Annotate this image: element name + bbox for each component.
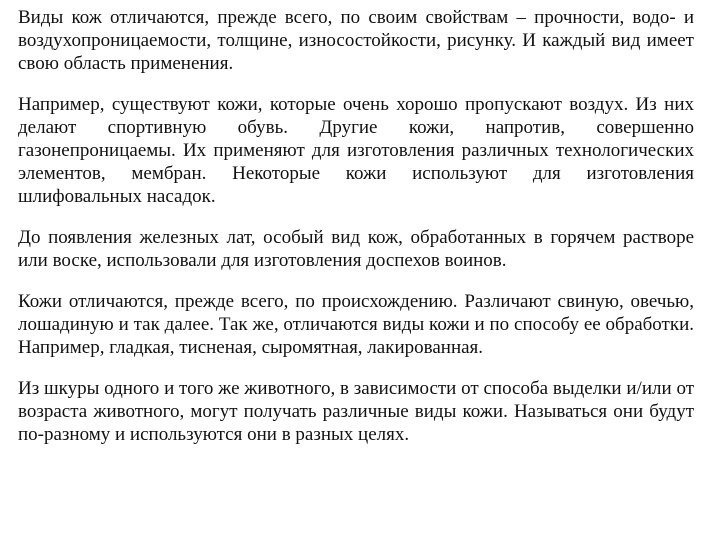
paragraph-same-hide: Из шкуры одного и того же животного, в зависимости от способа выделки и/или от возраста животного, могут получать различные виды кожи. Называться они будут по-разному и используются они в разных целях. bbox=[18, 378, 694, 445]
paragraph-armor: До появления железных лат, особый вид кож, обработанных в горячем растворе или воске, использовали для изготовления доспехов воинов. bbox=[18, 227, 694, 271]
paragraph-origin-processing: Кожи отличаются, прежде всего, по происхождению. Различают свиную, овечью, лошадиную и так далее. Так же, отличаются виды кожи и по способу ее обработки. Например, гладкая, тисненая, сыромятная, лакированная. bbox=[18, 291, 694, 358]
paragraph-leather-properties: Виды кож отличаются, прежде всего, по своим свойствам – прочности, водо- и воздухопроницаемости, толщине, износостойкости, рисунку. И каждый вид имеет свою область применения. bbox=[18, 7, 694, 74]
paragraph-leather-uses: Например, существуют кожи, которые очень хорошо пропускают воздух. Из них делают спортивную обувь. Другие кожи, напротив, совершенно газонепроницаемы. Их применяют для изготовления различных технологических элементов, мембран. Некоторые кожи используют для изготовления шлифовальных насадок. bbox=[18, 94, 694, 207]
document-body bbox=[18, 6, 694, 464]
